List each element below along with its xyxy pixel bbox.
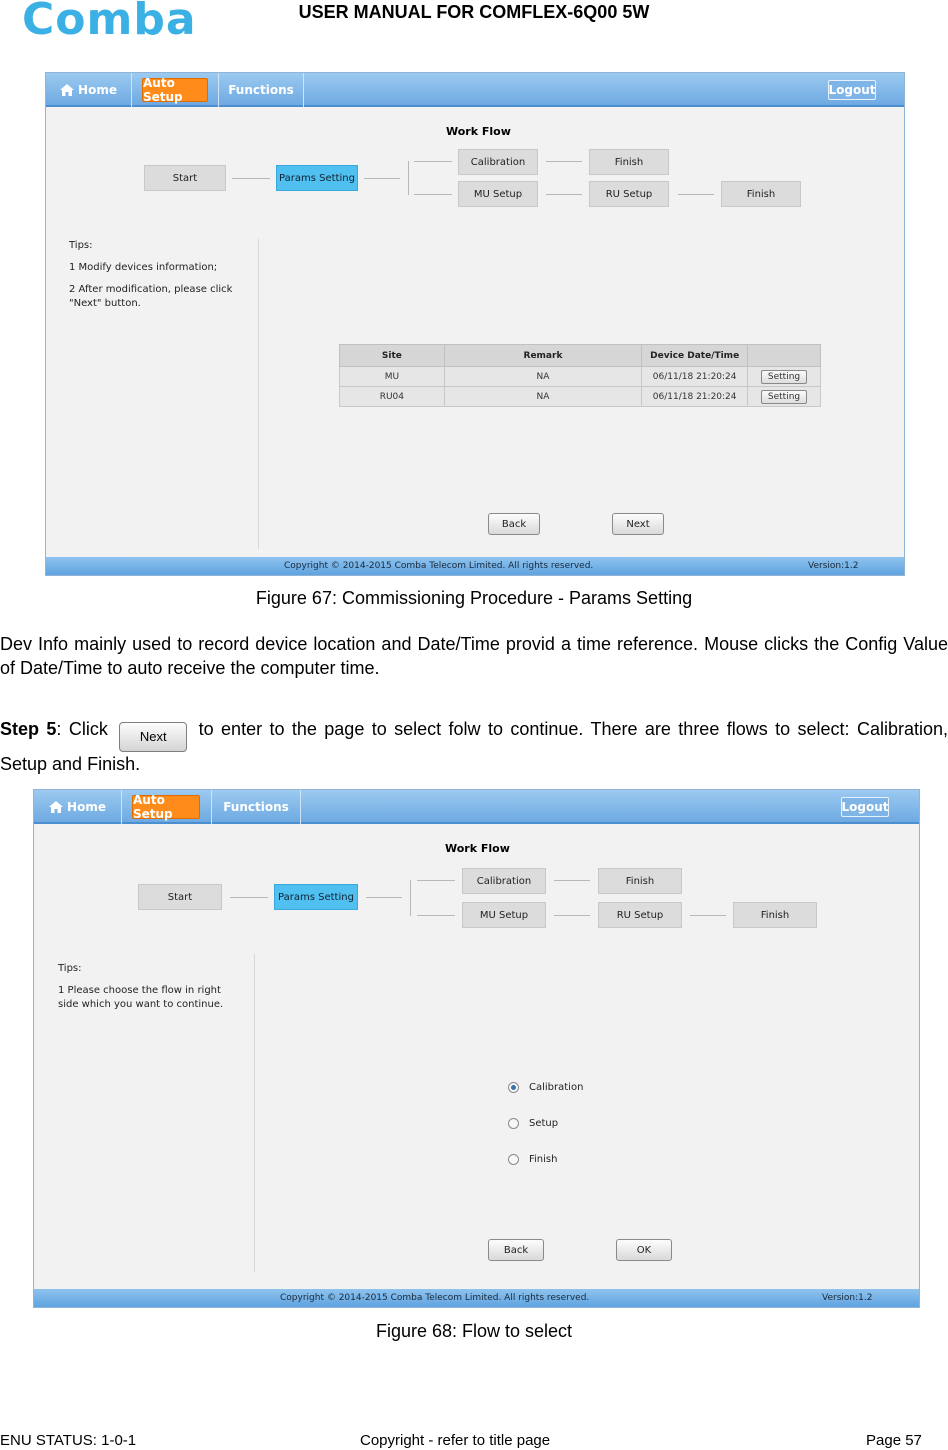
step-finish-end: Finish <box>733 902 817 928</box>
ok-button[interactable]: OK <box>616 1239 672 1261</box>
step-params-setting: Params Setting <box>276 165 358 191</box>
back-button[interactable]: Back <box>488 1239 544 1261</box>
tip-item: 2 After modification, please click "Next" button. <box>69 284 233 309</box>
copyright-text: Copyright © 2014-2015 Comba Telecom Limited. All rights reserved. <box>280 1293 590 1303</box>
footer-page-number: Page 57 <box>866 1432 922 1449</box>
next-button[interactable]: Next <box>612 513 664 535</box>
flow-connector <box>678 194 714 195</box>
copyright-text: Copyright © 2014-2015 Comba Telecom Limited. All rights reserved. <box>284 561 594 571</box>
radio-icon[interactable] <box>508 1118 519 1129</box>
description-paragraph: Dev Info mainly used to record device location and Date/Time provid a time reference. Mouse clicks the Config Value of Date/Time to auto receive the computer time. <box>0 634 948 678</box>
step-ru-setup: RU Setup <box>598 902 682 928</box>
flow-connector <box>417 880 455 881</box>
figure-67-screenshot <box>45 72 905 576</box>
nav-auto-setup-label: Auto Setup <box>143 76 183 104</box>
top-nav-bar <box>46 73 904 107</box>
flow-connector <box>414 194 452 195</box>
workflow-title: Work Flow <box>446 125 511 138</box>
radio-icon[interactable] <box>508 1154 519 1165</box>
tip-item: 1 Modify devices information; <box>69 262 218 273</box>
cell-datetime[interactable]: 06/11/18 21:20:24 <box>642 367 748 387</box>
flow-connector <box>230 897 268 898</box>
tips-panel <box>69 239 239 319</box>
logout-button[interactable] <box>841 797 889 817</box>
inline-next-button: Next <box>119 722 187 752</box>
figure-67-caption: Figure 67: Commissioning Procedure - Params Setting <box>255 588 693 608</box>
nav-home-label: Home <box>78 83 117 97</box>
flow-branch <box>408 161 409 195</box>
step-start: Start <box>138 884 222 910</box>
nav-functions-label: Functions <box>228 83 294 97</box>
radio-selected-icon[interactable] <box>508 1082 519 1093</box>
nav-auto-setup[interactable] <box>142 78 208 102</box>
cell-action <box>748 387 821 407</box>
option-calibration[interactable] <box>508 1082 583 1093</box>
step-5-paragraph <box>0 717 948 776</box>
option-label: Calibration <box>529 1082 584 1093</box>
panel-divider <box>258 239 259 549</box>
home-icon <box>49 801 63 813</box>
nav-home[interactable] <box>34 790 122 824</box>
step-finish-top: Finish <box>598 868 682 894</box>
copyright-bar <box>46 557 904 575</box>
flow-connector <box>554 915 590 916</box>
cell-action <box>748 367 821 387</box>
back-button[interactable]: Back <box>488 513 540 535</box>
table-header-row <box>340 345 821 367</box>
step-params-setting: Params Setting <box>274 884 358 910</box>
nav-auto-setup-label: Auto Setup <box>133 793 173 821</box>
comba-logo: Comba <box>22 0 197 45</box>
nav-home[interactable] <box>46 73 132 107</box>
step-finish-end: Finish <box>721 181 801 207</box>
nav-functions[interactable] <box>211 790 301 824</box>
copyright-bar <box>34 1289 919 1307</box>
flow-connector <box>232 178 270 179</box>
option-finish[interactable] <box>508 1154 557 1165</box>
flow-connector <box>690 915 726 916</box>
cell-site: RU04 <box>340 387 445 407</box>
flow-branch <box>410 880 411 916</box>
tip-item: 1 Please choose the flow in right side which you want to continue. <box>58 985 224 1010</box>
footer-status: ENU STATUS: 1-0-1 <box>0 1432 137 1449</box>
flow-connector <box>364 178 400 179</box>
col-remark: Remark <box>444 345 642 367</box>
step-label: Step 5 <box>0 719 57 739</box>
cell-remark: NA <box>444 387 642 407</box>
step-calibration: Calibration <box>462 868 546 894</box>
logout-button[interactable] <box>828 80 876 100</box>
figure-68-screenshot <box>33 789 920 1308</box>
version-text: Version:1.2 <box>822 1293 873 1303</box>
nav-auto-setup[interactable] <box>132 795 200 819</box>
flow-connector <box>417 915 455 916</box>
table-row <box>340 367 821 387</box>
step-finish-top: Finish <box>589 149 669 175</box>
logout-label: Logout <box>841 800 889 814</box>
nav-home-label: Home <box>67 800 106 814</box>
flow-connector <box>366 897 402 898</box>
step-mu-setup: MU Setup <box>458 181 538 207</box>
step-mu-setup: MU Setup <box>462 902 546 928</box>
col-site: Site <box>340 345 445 367</box>
tips-panel <box>58 962 233 1020</box>
step-pre-text: : Click <box>56 719 108 739</box>
document-title: USER MANUAL FOR COMFLEX-6Q00 5W <box>298 2 650 22</box>
step-start: Start <box>144 165 226 191</box>
col-action <box>748 345 821 367</box>
cell-site: MU <box>340 367 445 387</box>
logout-label: Logout <box>828 83 876 97</box>
step-post-text: to enter to the page to select folw to continue. There are three flows to select: Calibration, Setup and Finish. <box>0 719 948 774</box>
setting-button[interactable]: Setting <box>761 390 807 404</box>
top-nav-bar <box>34 790 919 824</box>
flow-connector <box>414 161 452 162</box>
footer-copyright: Copyright - refer to title page <box>360 1432 551 1449</box>
home-icon <box>60 84 74 96</box>
option-label: Finish <box>529 1154 558 1165</box>
table-row <box>340 387 821 407</box>
tips-heading: Tips: <box>69 240 93 251</box>
setting-button[interactable]: Setting <box>761 370 807 384</box>
option-setup[interactable] <box>508 1118 558 1129</box>
cell-datetime[interactable]: 06/11/18 21:20:24 <box>642 387 748 407</box>
step-calibration: Calibration <box>458 149 538 175</box>
workflow-title: Work Flow <box>445 842 510 855</box>
cell-remark: NA <box>444 367 642 387</box>
step-ru-setup: RU Setup <box>589 181 669 207</box>
version-text: Version:1.2 <box>808 561 859 571</box>
device-table <box>339 344 821 407</box>
flow-connector <box>546 161 582 162</box>
panel-divider <box>254 954 255 1272</box>
flow-connector <box>546 194 582 195</box>
figure-68-caption: Figure 68: Flow to select <box>375 1321 573 1341</box>
tips-heading: Tips: <box>58 963 82 974</box>
nav-functions[interactable] <box>218 73 304 107</box>
col-device-datetime: Device Date/Time <box>642 345 748 367</box>
nav-functions-label: Functions <box>223 800 289 814</box>
option-label: Setup <box>529 1118 559 1129</box>
flow-connector <box>554 880 590 881</box>
